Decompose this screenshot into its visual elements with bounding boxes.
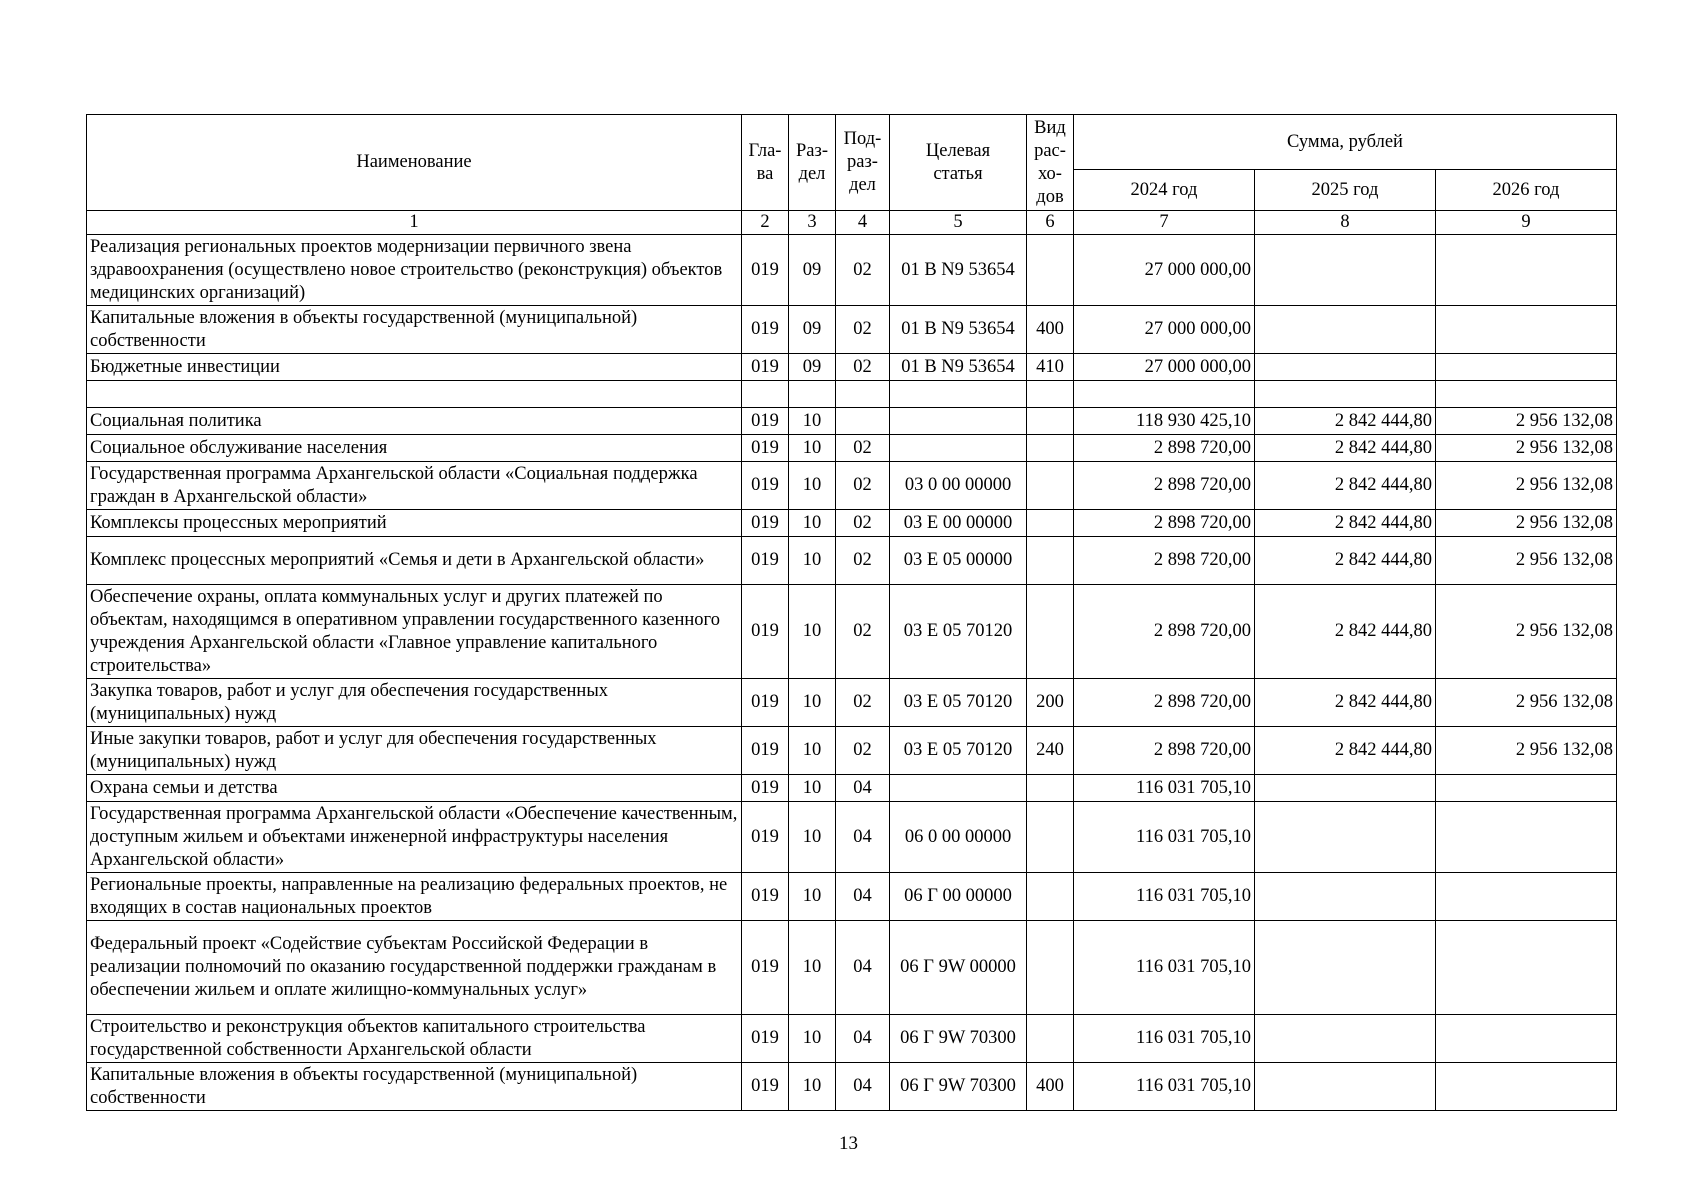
- row-subsection: 04: [836, 1015, 890, 1063]
- row-expense-type: [1027, 921, 1074, 1015]
- row-chapter: 019: [742, 802, 789, 873]
- header-expense-type: Вид рас- хо- дов: [1027, 115, 1074, 211]
- row-chapter: 019: [742, 510, 789, 537]
- row-target-article: 06 0 00 00000: [890, 802, 1027, 873]
- row-section: 10: [789, 873, 836, 921]
- row-section: 10: [789, 802, 836, 873]
- row-target-article: 03 0 00 00000: [890, 462, 1027, 510]
- row-name: Обеспечение охраны, оплата коммунальных услуг и других платежей по объектам, находящимся в оперативном управлении государственного казенного учреждения Архангельской области «Главное управление капитального строительства»: [87, 585, 742, 679]
- row-sum-2024: 27 000 000,00: [1074, 354, 1255, 381]
- row-section: 10: [789, 537, 836, 585]
- row-target-article: 06 Г 9W 70300: [890, 1015, 1027, 1063]
- row-subsection: 04: [836, 775, 890, 802]
- row-sum-2025: 2 842 444,80: [1255, 462, 1436, 510]
- table-row: [87, 802, 1617, 873]
- row-section: 10: [789, 679, 836, 727]
- header-sum: Сумма, рублей: [1074, 115, 1617, 170]
- row-sum-2026: [1436, 921, 1617, 1015]
- header-year-2026: 2026 год: [1436, 170, 1617, 211]
- row-sum-2025: [1255, 235, 1436, 306]
- row-target-article: [890, 435, 1027, 462]
- row-subsection: 02: [836, 354, 890, 381]
- row-name: Капитальные вложения в объекты государственной (муниципальной) собственности: [87, 1063, 742, 1111]
- row-sum-2026: 2 956 132,08: [1436, 408, 1617, 435]
- table-row: [87, 235, 1617, 306]
- row-subsection: 02: [836, 462, 890, 510]
- header-subsection: Под- раз- дел: [836, 115, 890, 211]
- row-sum-2025: 2 842 444,80: [1255, 727, 1436, 775]
- row-expense-type: 410: [1027, 354, 1074, 381]
- header-chapter: Гла- ва: [742, 115, 789, 211]
- row-sum-2026: [1436, 381, 1617, 408]
- row-chapter: [742, 381, 789, 408]
- row-name: Строительство и реконструкция объектов капитального строительства государственной собственности Архангельской области: [87, 1015, 742, 1063]
- row-section: 10: [789, 435, 836, 462]
- header-year-2025: 2025 год: [1255, 170, 1436, 211]
- table-row: [87, 435, 1617, 462]
- row-subsection: 02: [836, 435, 890, 462]
- row-subsection: 04: [836, 873, 890, 921]
- row-section: 10: [789, 585, 836, 679]
- row-sum-2024: [1074, 381, 1255, 408]
- row-chapter: 019: [742, 873, 789, 921]
- row-expense-type: [1027, 408, 1074, 435]
- row-sum-2024: 2 898 720,00: [1074, 537, 1255, 585]
- column-number-row: [87, 211, 1617, 235]
- row-sum-2024: 27 000 000,00: [1074, 235, 1255, 306]
- row-section: 10: [789, 921, 836, 1015]
- row-name: Федеральный проект «Содействие субъектам Российской Федерации в реализации полномочий по оказанию государственной поддержки гражданам в обеспечении жильем и оплате жилищно-коммунальных услуг»: [87, 921, 742, 1015]
- row-target-article: 01 В N9 53654: [890, 306, 1027, 354]
- row-sum-2026: [1436, 1063, 1617, 1111]
- row-name: Капитальные вложения в объекты государственной (муниципальной) собственности: [87, 306, 742, 354]
- row-target-article: [890, 408, 1027, 435]
- row-section: 09: [789, 354, 836, 381]
- table-row: [87, 537, 1617, 585]
- row-section: 10: [789, 775, 836, 802]
- row-sum-2025: 2 842 444,80: [1255, 585, 1436, 679]
- row-chapter: 019: [742, 585, 789, 679]
- column-number: 6: [1027, 211, 1074, 235]
- row-name: [87, 381, 742, 408]
- row-sum-2025: [1255, 873, 1436, 921]
- table-row: [87, 354, 1617, 381]
- budget-rows: [87, 235, 1617, 1111]
- row-sum-2024: 116 031 705,10: [1074, 1015, 1255, 1063]
- column-number: 4: [836, 211, 890, 235]
- row-expense-type: [1027, 537, 1074, 585]
- row-expense-type: [1027, 802, 1074, 873]
- row-name: Бюджетные инвестиции: [87, 354, 742, 381]
- row-sum-2026: 2 956 132,08: [1436, 537, 1617, 585]
- table-row: [87, 510, 1617, 537]
- column-number: 1: [87, 211, 742, 235]
- header-year-2024: 2024 год: [1074, 170, 1255, 211]
- row-sum-2024: 2 898 720,00: [1074, 679, 1255, 727]
- row-sum-2025: [1255, 1063, 1436, 1111]
- row-target-article: 03 Е 05 70120: [890, 727, 1027, 775]
- row-target-article: [890, 381, 1027, 408]
- row-sum-2026: [1436, 802, 1617, 873]
- table-row: [87, 921, 1617, 1015]
- row-target-article: 06 Г 9W 00000: [890, 921, 1027, 1015]
- column-number: 9: [1436, 211, 1617, 235]
- row-subsection: 02: [836, 235, 890, 306]
- row-expense-type: 200: [1027, 679, 1074, 727]
- table-row: [87, 306, 1617, 354]
- row-expense-type: [1027, 510, 1074, 537]
- row-expense-type: [1027, 873, 1074, 921]
- row-section: 09: [789, 235, 836, 306]
- row-target-article: 06 Г 9W 70300: [890, 1063, 1027, 1111]
- row-name: Иные закупки товаров, работ и услуг для обеспечения государственных (муниципальных) нужд: [87, 727, 742, 775]
- column-number: 3: [789, 211, 836, 235]
- row-sum-2024: 2 898 720,00: [1074, 727, 1255, 775]
- row-name: Охрана семьи и детства: [87, 775, 742, 802]
- row-subsection: 02: [836, 537, 890, 585]
- row-name: Государственная программа Архангельской области «Обеспечение качественным, доступным жильем и объектами инженерной инфраструктуры населения Архангельской области»: [87, 802, 742, 873]
- row-chapter: 019: [742, 921, 789, 1015]
- row-sum-2025: [1255, 354, 1436, 381]
- row-target-article: 01 В N9 53654: [890, 354, 1027, 381]
- row-subsection: 02: [836, 585, 890, 679]
- table-row: [87, 679, 1617, 727]
- row-sum-2024: 27 000 000,00: [1074, 306, 1255, 354]
- row-expense-type: [1027, 775, 1074, 802]
- row-expense-type: 400: [1027, 1063, 1074, 1111]
- row-name: Комплексы процессных мероприятий: [87, 510, 742, 537]
- row-subsection: 04: [836, 1063, 890, 1111]
- row-expense-type: [1027, 235, 1074, 306]
- table-row: [87, 585, 1617, 679]
- row-sum-2025: [1255, 802, 1436, 873]
- row-sum-2024: 116 031 705,10: [1074, 873, 1255, 921]
- row-sum-2025: [1255, 381, 1436, 408]
- row-target-article: 06 Г 00 00000: [890, 873, 1027, 921]
- row-sum-2024: 2 898 720,00: [1074, 435, 1255, 462]
- row-sum-2025: 2 842 444,80: [1255, 510, 1436, 537]
- row-expense-type: [1027, 585, 1074, 679]
- row-sum-2024: 116 031 705,10: [1074, 775, 1255, 802]
- column-number: 5: [890, 211, 1027, 235]
- row-subsection: 04: [836, 921, 890, 1015]
- row-chapter: 019: [742, 775, 789, 802]
- row-section: 10: [789, 462, 836, 510]
- row-name: Закупка товаров, работ и услуг для обеспечения государственных (муниципальных) нужд: [87, 679, 742, 727]
- row-sum-2026: 2 956 132,08: [1436, 462, 1617, 510]
- row-sum-2025: 2 842 444,80: [1255, 679, 1436, 727]
- row-expense-type: [1027, 435, 1074, 462]
- row-sum-2025: 2 842 444,80: [1255, 435, 1436, 462]
- table-row: [87, 727, 1617, 775]
- row-chapter: 019: [742, 462, 789, 510]
- table-row: [87, 1063, 1617, 1111]
- row-chapter: 019: [742, 435, 789, 462]
- row-subsection: 02: [836, 306, 890, 354]
- row-sum-2025: [1255, 775, 1436, 802]
- table-row: [87, 873, 1617, 921]
- row-target-article: [890, 775, 1027, 802]
- row-target-article: 01 В N9 53654: [890, 235, 1027, 306]
- row-chapter: 019: [742, 408, 789, 435]
- row-chapter: 019: [742, 1015, 789, 1063]
- row-sum-2024: 116 031 705,10: [1074, 1063, 1255, 1111]
- row-sum-2025: [1255, 306, 1436, 354]
- row-sum-2025: [1255, 1015, 1436, 1063]
- header-target-article: Целевая статья: [890, 115, 1027, 211]
- table-row-empty: [87, 381, 1617, 408]
- row-chapter: 019: [742, 306, 789, 354]
- row-expense-type: [1027, 1015, 1074, 1063]
- row-sum-2026: 2 956 132,08: [1436, 585, 1617, 679]
- row-expense-type: [1027, 462, 1074, 510]
- row-name: Социальная политика: [87, 408, 742, 435]
- row-chapter: 019: [742, 537, 789, 585]
- budget-table: [86, 114, 1617, 1111]
- row-name: Региональные проекты, направленные на реализацию федеральных проектов, не входящих в состав национальных проектов: [87, 873, 742, 921]
- row-subsection: 04: [836, 802, 890, 873]
- header-name: Наименование: [87, 115, 742, 211]
- row-target-article: 03 Е 05 70120: [890, 679, 1027, 727]
- row-section: 10: [789, 1015, 836, 1063]
- row-subsection: [836, 408, 890, 435]
- row-section: 10: [789, 510, 836, 537]
- row-sum-2026: 2 956 132,08: [1436, 510, 1617, 537]
- row-sum-2026: [1436, 354, 1617, 381]
- row-section: 10: [789, 727, 836, 775]
- row-sum-2024: 2 898 720,00: [1074, 462, 1255, 510]
- row-sum-2026: 2 956 132,08: [1436, 727, 1617, 775]
- row-chapter: 019: [742, 354, 789, 381]
- column-number: 8: [1255, 211, 1436, 235]
- row-expense-type: 400: [1027, 306, 1074, 354]
- column-number: 7: [1074, 211, 1255, 235]
- row-name: Государственная программа Архангельской области «Социальная поддержка граждан в Архангельской области»: [87, 462, 742, 510]
- table-row: [87, 775, 1617, 802]
- row-expense-type: 240: [1027, 727, 1074, 775]
- row-sum-2024: 2 898 720,00: [1074, 585, 1255, 679]
- table-row: [87, 1015, 1617, 1063]
- header-section: Раз- дел: [789, 115, 836, 211]
- row-section: 10: [789, 408, 836, 435]
- row-expense-type: [1027, 381, 1074, 408]
- row-sum-2026: 2 956 132,08: [1436, 435, 1617, 462]
- row-sum-2024: 116 031 705,10: [1074, 802, 1255, 873]
- row-name: Социальное обслуживание населения: [87, 435, 742, 462]
- row-sum-2024: 116 031 705,10: [1074, 921, 1255, 1015]
- row-chapter: 019: [742, 679, 789, 727]
- row-chapter: 019: [742, 235, 789, 306]
- row-sum-2026: 2 956 132,08: [1436, 679, 1617, 727]
- budget-page: [86, 114, 1616, 1111]
- row-target-article: 03 Е 05 70120: [890, 585, 1027, 679]
- row-chapter: 019: [742, 1063, 789, 1111]
- row-subsection: 02: [836, 679, 890, 727]
- row-section: 10: [789, 1063, 836, 1111]
- row-name: Реализация региональных проектов модернизации первичного звена здравоохранения (осуществлено новое строительство (реконструкция) объектов медицинских организаций): [87, 235, 742, 306]
- row-sum-2026: [1436, 306, 1617, 354]
- row-target-article: 03 Е 00 00000: [890, 510, 1027, 537]
- row-section: [789, 381, 836, 408]
- table-row: [87, 462, 1617, 510]
- row-sum-2026: [1436, 775, 1617, 802]
- table-row: [87, 408, 1617, 435]
- row-sum-2024: 118 930 425,10: [1074, 408, 1255, 435]
- row-subsection: 02: [836, 727, 890, 775]
- row-sum-2025: 2 842 444,80: [1255, 408, 1436, 435]
- row-chapter: 019: [742, 727, 789, 775]
- row-sum-2025: [1255, 921, 1436, 1015]
- row-sum-2026: [1436, 873, 1617, 921]
- row-section: 09: [789, 306, 836, 354]
- row-sum-2025: 2 842 444,80: [1255, 537, 1436, 585]
- row-sum-2026: [1436, 235, 1617, 306]
- row-subsection: [836, 381, 890, 408]
- row-target-article: 03 Е 05 00000: [890, 537, 1027, 585]
- row-sum-2026: [1436, 1015, 1617, 1063]
- page-number: 13: [839, 1133, 858, 1154]
- row-name: Комплекс процессных мероприятий «Семья и дети в Архангельской области»: [87, 537, 742, 585]
- row-sum-2024: 2 898 720,00: [1074, 510, 1255, 537]
- column-number: 2: [742, 211, 789, 235]
- row-subsection: 02: [836, 510, 890, 537]
